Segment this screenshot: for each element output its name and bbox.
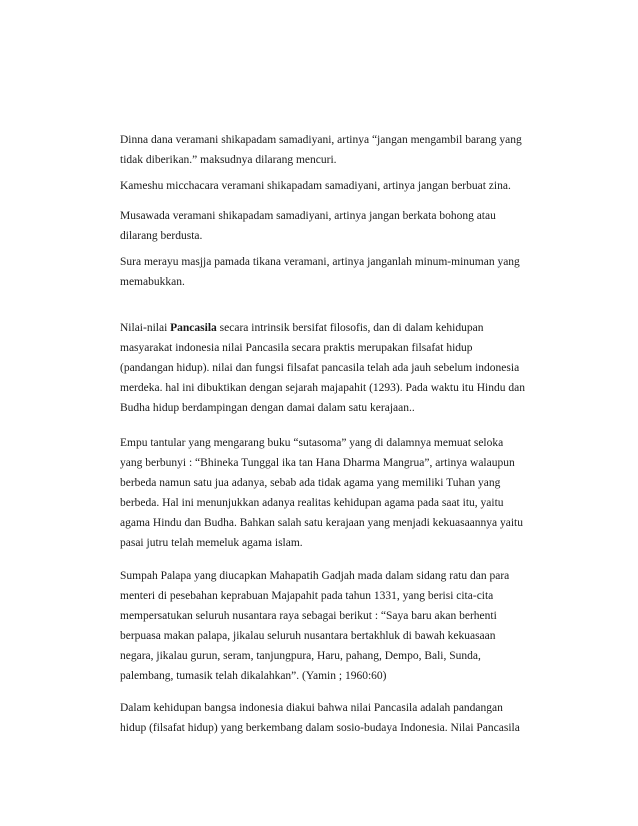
paragraph-sura-merayu — [120, 252, 570, 292]
text-line — [120, 318, 570, 338]
text-line: Sumpah Palapa yang diucapkan Mahapatih Gadjah mada dalam sidang ratu dan para — [120, 570, 510, 582]
text-line: palembang, tumasik telah dikalahkan”. (Yamin ; 1960:60) — [120, 670, 387, 682]
text-line: memabukkan. — [120, 276, 185, 288]
paragraph-dinna-dana — [120, 130, 570, 170]
text-run: Nilai-nilai — [120, 322, 171, 334]
text-line: Dinna dana veramani shikapadam samadiyani, artinya “jangan mengambil barang yang — [120, 134, 522, 146]
text-line: masyarakat indonesia nilai Pancasila secara praktis merupakan filsafat hidup — [120, 342, 473, 354]
text-line: merdeka. hal ini dibuktikan dengan sejarah majapahit (1293). Pada waktu itu Hindu dan — [120, 382, 525, 394]
bold-term: Pancasila — [170, 322, 217, 334]
paragraph-nilai-pancasila — [120, 318, 570, 418]
text-line: tidak diberikan.” maksudnya dilarang mencuri. — [120, 154, 337, 166]
text-line: Empu tantular yang mengarang buku “sutasoma” yang di dalamnya memuat seloka — [120, 437, 504, 449]
text-line: Musawada veramani shikapadam samadiyani, artinya jangan berkata bohong atau — [120, 210, 496, 222]
paragraph-sumpah-palapa — [120, 566, 570, 686]
paragraph-empu-tantular — [120, 433, 570, 553]
text-line: berbeda namun satu jua adanya, sebab ada tidak agama yang memiliki Tuhan yang — [120, 477, 501, 489]
text-line: negara, jikalau gurun, seram, tanjungpura, Haru, pahang, Dempo, Bali, Sunda, — [120, 650, 481, 662]
text-line: mempersatukan seluruh nusantara raya sebagai berikut : “Saya baru akan berhenti — [120, 610, 497, 622]
text-line: berpuasa makan palapa, jikalau seluruh nusantara bertakhluk di bawah kekuasaan — [120, 630, 496, 642]
paragraph-kameshu — [120, 176, 570, 196]
text-line: berbeda. Hal ini menunjukkan adanya realitas kehidupan agama pada saat itu, yaitu — [120, 497, 504, 509]
text-line: dilarang berdusta. — [120, 230, 203, 242]
paragraph-dalam-kehidupan — [120, 698, 570, 738]
text-line: Kameshu micchacara veramani shikapadam samadiyani, artinya jangan berbuat zina. — [120, 180, 511, 192]
text-line: (pandangan hidup). nilai dan fungsi filsafat pancasila telah ada jauh sebelum indonesia — [120, 362, 520, 374]
text-line: menteri di pesebahan keprabuan Majapahit pada tahun 1331, yang berisi cita-cita — [120, 590, 494, 602]
text-line: pasai jutru telah memeluk agama islam. — [120, 537, 303, 549]
text-line: hidup (filsafat hidup) yang berkembang dalam sosio-budaya Indonesia. Nilai Pancasila — [120, 722, 520, 734]
text-line: Sura merayu masjja pamada tikana veramani, artinya janganlah minum-minuman yang — [120, 256, 520, 268]
text-line: yang berbunyi : “Bhineka Tunggal ika tan Hana Dharma Mangrua”, artinya walaupun — [120, 457, 515, 469]
text-line: Budha hidup berdampingan dengan damai dalam satu kerajaan.. — [120, 402, 415, 414]
text-line: Dalam kehidupan bangsa indonesia diakui bahwa nilai Pancasila adalah pandangan — [120, 702, 503, 714]
text-run: secara intrinsik bersifat filosofis, dan di dalam kehidupan — [216, 322, 484, 334]
paragraph-musawada — [120, 206, 570, 246]
text-line: agama Hindu dan Budha. Bahkan salah satu kerajaan yang menjadi kekuasaannya yaitu — [120, 517, 523, 529]
